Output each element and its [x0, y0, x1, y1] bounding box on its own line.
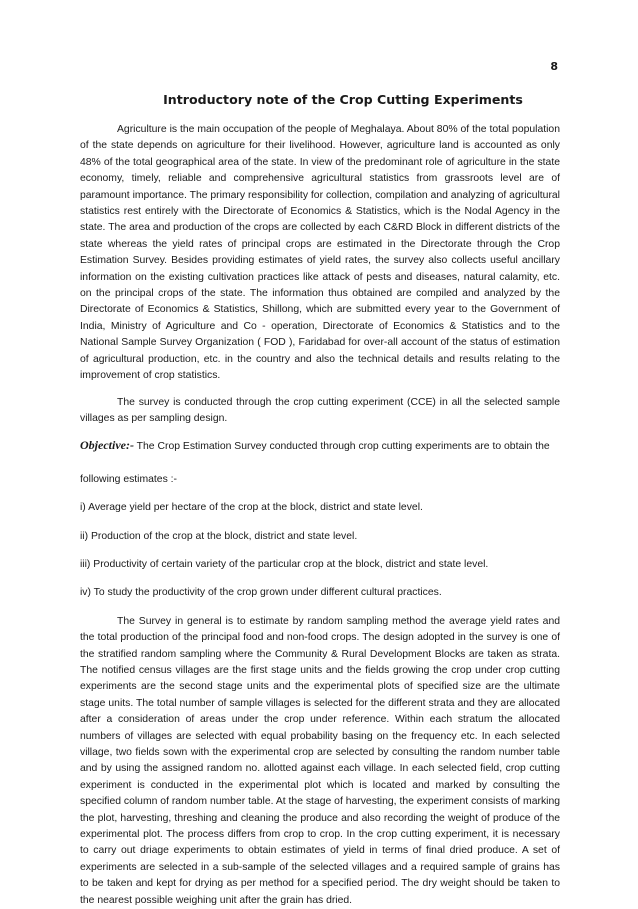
objective-separator: :-: [125, 438, 134, 453]
objective-label: Objective: [80, 438, 126, 453]
survey-paragraph: The survey is conducted through the crop cutting experiment (CCE) in all the selected sample villages as per sampling design.: [80, 396, 560, 424]
intro-paragraph: Agriculture is the main occupation of the people of Meghalaya. About 80% of the total population of the state depends on agriculture for their livelihood. However, agriculture land is accounted as only 48% of the total geographical area of the state. In view of the predominant role of agriculture in the state economy, timely, reliable and comprehensive agricultural statistics from grassroots level are of paramount importance. The primary responsibility for collection, compilation and analyzing of agricultural statistics rest entirely with the Directorate of Economics & Statistics, which is the Nodal Agency in the state. The area and production of the crops are collected by each C&RD Block in different districts of the state whereas the yield rates of principal crops are estimated in the Directorate through the Crop Estimation Survey. Besides providing estimates of yield rates, the survey also collects useful ancillary information on the existing cultivation practices like attack of pests and diseases, natural calamity, etc. on the principal crops of the state. The information thus obtained are compiled and analyzed by the Directorate of Economics & Statistics, Shillong, which are submitted every year to the Government of India, Ministry of Agriculture and Co - operation, Directorate of Economics & Statistics and to the National Sample Survey Organization ( FOD ), Faridabad for over-all account of the status of estimation of agricultural production, etc. in the country and also the technical details and results relating to the improvement of crop statistics.: [80, 124, 560, 382]
objective-line: [80, 437, 560, 455]
document-body: [80, 122, 560, 909]
page-title: Introductory note of the Crop Cutting Experiments: [163, 92, 523, 107]
estimate-item: iii) Productivity of certain variety of the particular crop at the block, district and state level.: [80, 558, 489, 570]
page-number: 8: [550, 60, 558, 73]
objective-text: The Crop Estimation Survey conducted through crop cutting experiments are to obtain the: [133, 441, 550, 453]
estimates-intro: following estimates :-: [80, 473, 178, 485]
methodology-paragraph: The Survey in general is to estimate by random sampling method the average yield rates and the total production of the principal food and non-food crops. The design adopted in the survey is one of the stratified random sampling where the Community & Rural Development Blocks are taken as strata. The notified census villages are the first stage units and the fields growing the crop under crop cutting experiments are the second stage units and the experimental plots of specified size are the ultimate stage units. The total number of sample villages is selected for the different strata and they are allocated after a consideration of areas under the crop under reference. Within each stratum the allocated numbers of villages are selected with equal probability basing on the frequency etc. In each selected village, two fields sown with the experimental crop are selected by consulting the random number table and by using the assigned random no. allotted against each village. In each selected field, crop cutting experiment is conducted in the experimental plot which is located and marked by consulting the specified column of random number table. At the stage of harvesting, the experiment consists of marking the plot, harvesting, threshing and cleaning the produce and also recording the weight of produce of the experimental plot. The process differs from crop to crop. In the crop cutting experiment, it is necessary to carry out driage experiments to obtain estimates of yield in terms of final dried produce. A set of experiments are selected in a sub-sample of the selected villages and a required sample of grains has to be taken and kept for drying as per method for a specified period. The dry weight should be taken to the nearest possible weighing unit after the grain has dried.: [80, 615, 560, 906]
estimate-item: ii) Production of the crop at the block, district and state level.: [80, 530, 358, 542]
estimate-item: i) Average yield per hectare of the crop at the block, district and state level.: [80, 502, 423, 514]
estimate-item: iv) To study the productivity of the crop grown under different cultural practices.: [80, 587, 442, 599]
